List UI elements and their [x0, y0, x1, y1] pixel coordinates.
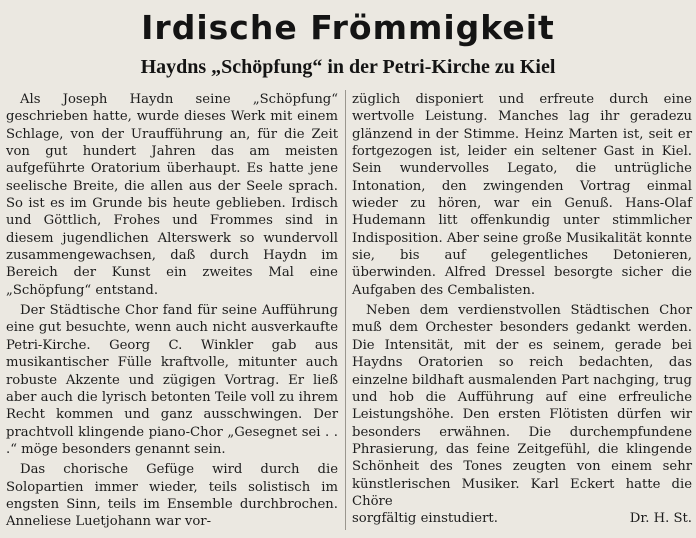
- subheadline: Haydns „Schöpfung“ in der Petri-Kirche zu Kiel: [140, 56, 556, 78]
- column-divider: [345, 90, 346, 530]
- paragraph: züglich disponiert und erfreute durch eine wertvolle Leistung. Manches lag ihr geradezu glänzend in der Stimme. Heinz Marten ist, seit er fortgezogen ist, leider ein seltener Gast in Kiel. Sein wundervolles Legato, die untrügliche Intonation, den zwingenden Vortrag einmal wieder zu hören, war ein Genuß. Hans-Olaf Hudemann litt offenkundig unter stimmlicher Indisposition. Aber seine große Musikalität konnte sie, bis auf gelegentliches Detonieren, überwinden. Alfred Dressel besorgte sicher die Aufgaben des Cembalisten.: [352, 92, 692, 298]
- paragraph: Neben dem verdienstvollen Städtischen Chor muß dem Orchester besonders gedankt werden. Die Intensität, mit der es seinem, gerade bei Haydns Oratorien so reich bedachten, das einzelne bildhaft ausmalenden Part nachging, trug und hob die Aufführung auf eine erfreuliche Leistungshöhe. Den ersten Flötisten dürfen wir besonders erwähnen. Die durchempfundene Phrasierung, das feine Zeitgefühl, die klingende Schönheit des Tones zeugten von einem sehr künstlerischen Musiker. Karl Eckert hatte die Chöre: [352, 303, 692, 509]
- closing-line: [352, 510, 692, 527]
- left-column: [6, 91, 338, 531]
- paragraph: Das chorische Gefüge wird durch die Solopartien immer wieder, teils solistisch im engsten Sinn, teils im Ensemble durchbrochen. Anneliese Luetjohann war vor-: [6, 462, 338, 530]
- author-signature: Dr. H. St.: [629, 511, 692, 527]
- paragraph: Als Joseph Haydn seine „Schöpfung“ geschrieben hatte, wurde dieses Werk mit einem Schlage, von der Uraufführung an, für die Zeit von gut hundert Jahren das am meisten aufgeführte Oratorium überhaupt. Es hatte jene seelische Breite, die allen aus der Seele sprach. So ist es im Grunde bis heute geblieben. Irdisch und Göttlich, Frohes und Frommes sind in diesem jugendlichen Alterswerk so wundervoll zusammengewachsen, daß durch Haydn im Bereich der Kunst ein zweites Mal eine „Schöpfung“ entstand.: [6, 92, 338, 298]
- closing-text: sorgfältig einstudiert.: [352, 511, 498, 527]
- headline: Irdische Frömmigkeit: [141, 8, 555, 47]
- paragraph: Der Städtische Chor fand für seine Aufführung eine gut besuchte, wenn auch nicht ausverkaufte Petri-Kirche. Georg C. Winkler gab aus musikantischer Fülle kraftvolle, mitunter auch robuste Akzente und zügigen Vortrag. Er ließ aber auch die lyrisch betonten Teile voll zu ihrem Recht kommen und ganz ausschwingen. Der prachtvoll klingende piano-Chor „Gesegnet sei . . .“ möge besonders genannt sein.: [6, 303, 338, 457]
- right-column: [352, 91, 692, 528]
